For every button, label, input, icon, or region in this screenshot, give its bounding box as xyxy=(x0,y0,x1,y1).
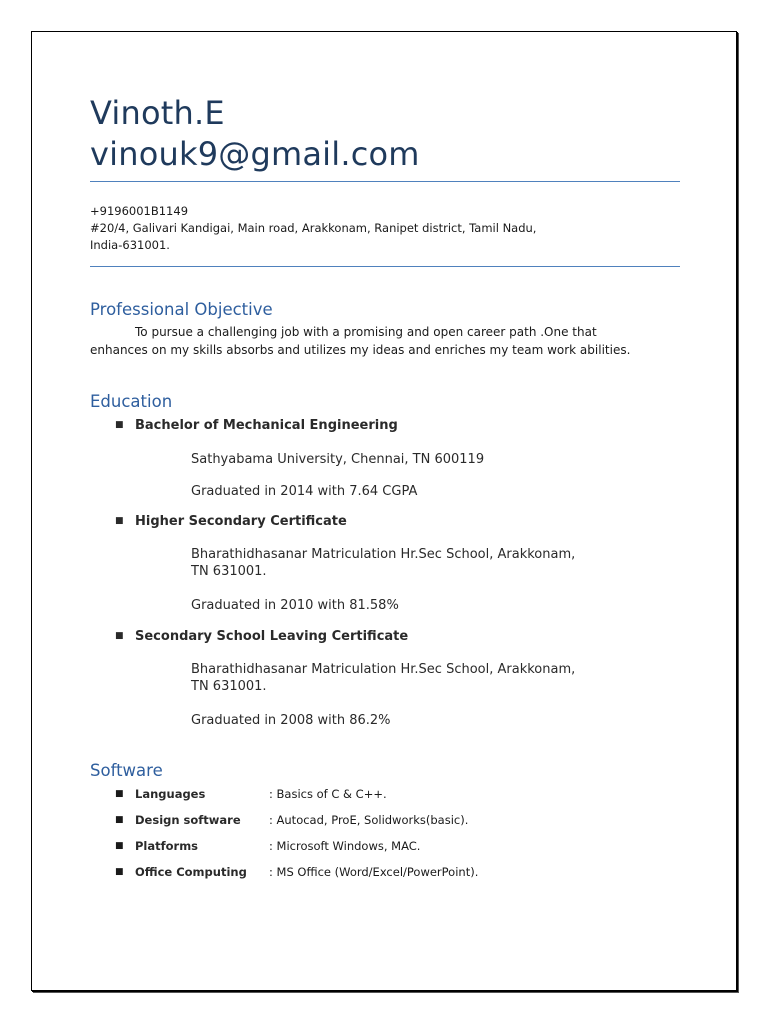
square-bullet-icon: ■ xyxy=(115,841,124,851)
candidate-name: Vinoth.E xyxy=(90,94,225,132)
school-line-1: Bharathidhasanar Matriculation Hr.Sec School, Arakkonam, xyxy=(191,547,576,562)
education-item-title xyxy=(115,630,408,643)
objective-line-2: enhances on my skills absorbs and utilizes my ideas and enriches my team work abilities. xyxy=(90,343,631,357)
education-school xyxy=(191,546,575,580)
education-degree: Bachelor of Mechanical Engineering xyxy=(135,418,398,433)
square-bullet-icon: ■ xyxy=(115,815,124,825)
education-school xyxy=(191,661,575,695)
objective-heading: Professional Objective xyxy=(90,300,273,319)
school-line-2: TN 631001. xyxy=(191,564,267,579)
address-line-2: India-631001. xyxy=(90,238,170,252)
software-label: Languages xyxy=(135,787,206,801)
software-label: Design software xyxy=(135,813,241,827)
address-line-1: #20/4, Galivari Kandigai, Main road, Arakkonam, Ranipet district, Tamil Nadu, xyxy=(90,221,537,235)
education-result xyxy=(191,712,391,729)
software-item xyxy=(115,841,420,853)
education-degree: Higher Secondary Certificate xyxy=(135,514,347,529)
contact-block xyxy=(90,203,690,254)
software-item xyxy=(115,867,478,879)
square-bullet-icon: ■ xyxy=(115,789,124,799)
objective-line-1: To pursue a challenging job with a promising and open career path .One that xyxy=(135,325,597,339)
education-result xyxy=(191,483,417,500)
education-degree: Secondary School Leaving Certificate xyxy=(135,629,409,644)
square-bullet-icon: ■ xyxy=(115,631,124,641)
software-value: : Autocad, ProE, Solidworks(basic). xyxy=(269,813,469,827)
software-heading: Software xyxy=(90,761,163,780)
school-line-1: Bharathidhasanar Matriculation Hr.Sec School, Arakkonam, xyxy=(191,662,576,677)
school-line-1: Sathyabama University, Chennai, TN 600119 xyxy=(191,452,485,467)
header-divider xyxy=(90,181,680,182)
education-school xyxy=(191,451,484,468)
result-text: Graduated in 2010 with 81.58% xyxy=(191,598,399,613)
education-result xyxy=(191,597,399,614)
square-bullet-icon: ■ xyxy=(115,867,124,877)
phone-number: +9196001B1149 xyxy=(90,204,189,218)
square-bullet-icon: ■ xyxy=(115,420,124,430)
square-bullet-icon: ■ xyxy=(115,516,124,526)
software-value: : Microsoft Windows, MAC. xyxy=(269,839,421,853)
software-item xyxy=(115,789,387,801)
software-label: Office Computing xyxy=(135,865,247,879)
software-label: Platforms xyxy=(135,839,199,853)
result-text: Graduated in 2014 with 7.64 CGPA xyxy=(191,484,418,499)
contact-divider xyxy=(90,266,680,267)
school-line-2: TN 631001. xyxy=(191,679,267,694)
education-heading: Education xyxy=(90,392,173,411)
software-value: : Basics of C & C++. xyxy=(269,787,387,801)
software-value: : MS Office (Word/Excel/PowerPoint). xyxy=(269,865,479,879)
education-item-title xyxy=(115,515,347,528)
objective-text xyxy=(90,323,690,359)
software-item xyxy=(115,815,468,827)
candidate-email: vinouk9@gmail.com xyxy=(90,135,420,173)
result-text: Graduated in 2008 with 86.2% xyxy=(191,713,391,728)
education-item-title xyxy=(115,419,398,432)
